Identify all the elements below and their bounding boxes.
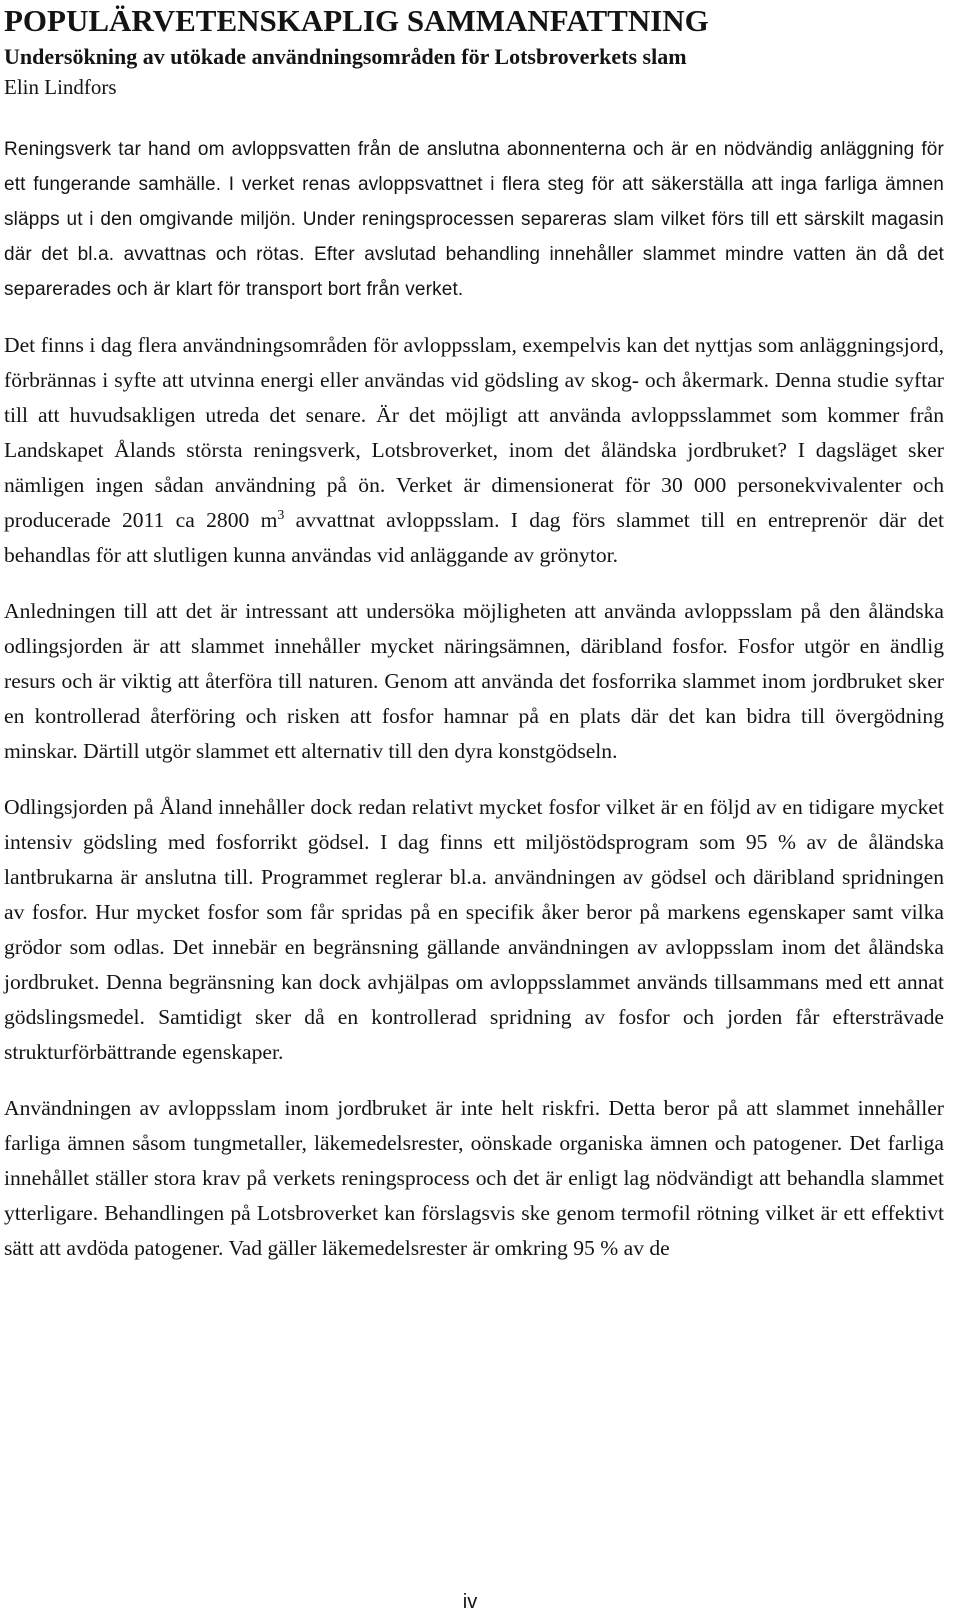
paragraph-2-text-b: avvattnat avloppsslam. I dag förs slammet till en entreprenör där det behandlas för att slutligen kunna användas vid anläggande av grönytor.	[4, 508, 944, 567]
paragraph-5	[4, 1091, 944, 1266]
paragraph-4-text: Odlingsjorden på Åland innehåller dock redan relativt mycket fosfor vilket är en följd av en tidigare mycket intensiv gödsling med fosforrikt gödsel. I dag finns ett miljöstödsprogram som 95 % av de åländska lantbrukarna är anslutna till. Programmet reglerar bl.a. användningen av gödsel och däribland spridningen av fosfor. Hur mycket fosfor som får spridas på en specifik åker beror på markens egenskaper samt vilka grödor som odlas. Det innebär en begränsning gällande användningen av avloppsslam inom det åländska jordbruket. Denna begränsning kan dock avhjälpas om avloppsslammet används tillsammans med ett annat gödslingsmedel. Samtidigt sker då en kontrollerad spridning av fosfor och jorden får eftersträvade strukturförbättrande egenskaper.	[4, 795, 944, 1064]
page-number: iv	[462, 1591, 478, 1613]
paragraph-2	[4, 328, 944, 573]
paragraph-3	[4, 594, 944, 769]
superscript-exponent: 3	[277, 507, 285, 523]
paragraph-4	[4, 790, 944, 1070]
document-subtitle: Undersökning av utökade användningsområden för Lotsbroverkets slam	[4, 44, 687, 69]
paragraph-2-text-a: Det finns i dag flera användningsområden för avloppsslam, exempelvis kan det nyttjas som anläggningsjord, förbrännas i syfte att utvinna energi eller användas vid gödsling av skog- och åkermark. Denna studie syftar till att huvudsakligen utreda det senare. Är det möjligt att använda avloppsslammet som kommer från Landskapet Ålands största reningsverk, Lotsbroverket, inom det åländska jordbruket? I dagsläget sker nämligen ingen sådan användning på ön. Verket är dimensionerat för 30 000 personekvivalenter och producerade 2011 ca 2800 m	[4, 333, 944, 532]
author-name: Elin Lindfors	[4, 75, 117, 99]
page-title: POPULÄRVETENSKAPLIG SAMMANFATTNING	[4, 3, 709, 38]
body-text	[4, 132, 944, 1266]
paragraph-3-text: Anledningen till att det är intressant att undersöka möjligheten att använda avloppsslam på den åländska odlingsjorden är att slammet innehåller mycket näringsämnen, däribland fosfor. Fosfor utgör en ändlig resurs och är viktig att återföra till naturen. Genom att använda det fosforrika slammet inom jordbruket sker en kontrollerad återföring och risken att fosfor hamnar på en plats där det kan bidra till övergödning minskar. Därtill utgör slammet ett alternativ till den dyra konstgödseln.	[4, 599, 944, 763]
paragraph-1	[4, 132, 944, 307]
paragraph-5-text: Användningen av avloppsslam inom jordbruket är inte helt riskfri. Detta beror på att slammet innehåller farliga ämnen såsom tungmetaller, läkemedelsrester, oönskade organiska ämnen och patogener. Det farliga innehållet ställer stora krav på verkets reningsprocess och det är enligt lag nödvändigt att behandla slammet ytterligare. Behandlingen på Lotsbroverket kan förslagsvis ske genom termofil rötning vilket är ett effektivt sätt att avdöda patogener. Vad gäller läkemedelsrester är omkring 95 % av de	[4, 1096, 944, 1260]
paragraph-1-text: Reningsverk tar hand om avloppsvatten från de anslutna abonnenterna och är en nödvändig anläggning för ett fungerande samhälle. I verket renas avloppsvattnet i flera steg för att säkerställa att inga farliga ämnen släpps ut i den omgivande miljön. Under reningsprocessen separeras slam vilket förs till ett särskilt magasin där det bl.a. avvattnas och rötas. Efter avslutad behandling innehåller slammet mindre vatten än då det separerades och är klart för transport bort från verket.	[4, 139, 944, 300]
